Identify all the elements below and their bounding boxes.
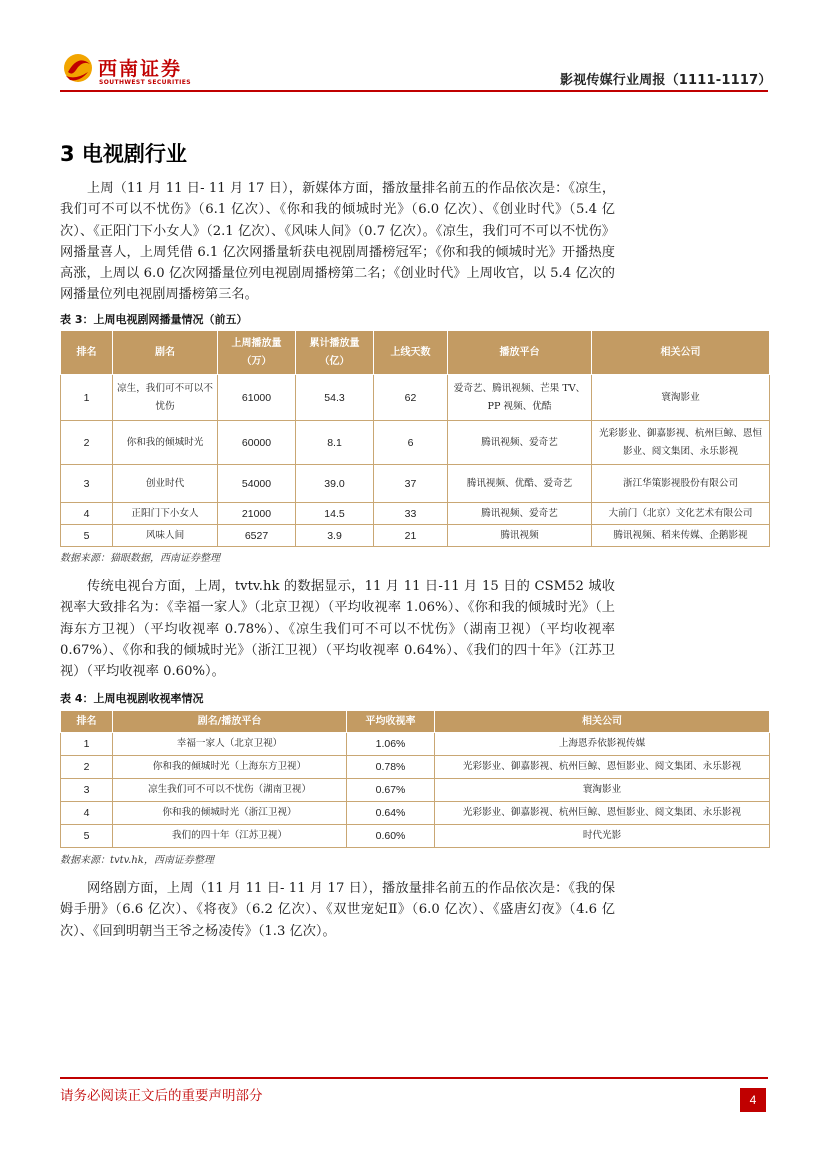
- title-channel-cell: 你和我的倾城时光（上海东方卫视）: [113, 756, 347, 779]
- weekly-plays-cell: 6527: [218, 525, 296, 547]
- table-row: [61, 779, 770, 802]
- company-logo: [62, 50, 212, 90]
- weekly-plays-cell: 61000: [218, 375, 296, 421]
- platform-cell: 腾讯视频、爱奇艺: [448, 421, 592, 465]
- table3-source: 数据来源：猫眼数据，西南证券整理: [60, 553, 220, 564]
- title-cell: 正阳门下小女人: [113, 503, 218, 525]
- weekly-plays-cell: 54000: [218, 465, 296, 503]
- platform-cell: 腾讯视频、优酷、爱奇艺: [448, 465, 592, 503]
- company-cell: 腾讯视频、稻来传媒、企鹅影视: [592, 525, 770, 547]
- rank-cell: 2: [61, 421, 113, 465]
- paragraph-new-media: 上周（11 月 11 日- 11 月 17 日），新媒体方面，播放量排名前五的作品依次是：《凉生，我们可不可以不忧伤》（6.1 亿次）、《你和我的倾城时光》（6.0 亿次）、《创业时代》（5.4 亿次）、《正阳门下小女人》（2.1 亿次）、《风味人间》（0.7 亿次）。《凉生，我们可不可以不忧伤》网播量喜人，上周凭借 6.1 亿次网播量斩获电视剧周播榜冠军；《你和我的倾城时光》开播热度高涨，上周以 6.0 亿次网播量位列电视剧周播榜第二名；《创业时代》上周收官，以 5.4 亿次的网播量位列电视剧周播榜第三名。: [60, 181, 615, 303]
- table-row: [61, 465, 770, 503]
- rank-cell: 5: [61, 525, 113, 547]
- total-plays-cell: 14.5: [296, 503, 374, 525]
- table-header-row: [61, 711, 770, 733]
- column-header: 排名: [61, 331, 113, 375]
- column-header: 排名: [61, 711, 113, 733]
- title-cell: 创业时代: [113, 465, 218, 503]
- rating-cell: 0.67%: [347, 779, 435, 802]
- rank-cell: 5: [61, 825, 113, 848]
- company-cell: 时代光影: [435, 825, 770, 848]
- rating-cell: 1.06%: [347, 733, 435, 756]
- company-cell: 寰淘影业: [592, 375, 770, 421]
- company-cell: 光彩影业、御嘉影视、杭州巨鲸、恩恒影业、阅文集团、永乐影视: [592, 421, 770, 465]
- report-title: 影视传媒行业周报（1111-1117）: [560, 73, 772, 88]
- table-row: [61, 756, 770, 779]
- total-plays-cell: 8.1: [296, 421, 374, 465]
- total-plays-cell: 3.9: [296, 525, 374, 547]
- total-plays-cell: 54.3: [296, 375, 374, 421]
- rating-cell: 0.64%: [347, 802, 435, 825]
- column-header: 剧名: [113, 331, 218, 375]
- weekly-plays-cell: 21000: [218, 503, 296, 525]
- column-header: 上周播放量（万）: [218, 331, 296, 375]
- table-row: [61, 375, 770, 421]
- title-channel-cell: 幸福一家人（北京卫视）: [113, 733, 347, 756]
- paragraph-web-series: 网络剧方面，上周（11 月 11 日- 11 月 17 日），播放量排名前五的作品依次是：《我的保姆手册》（6.6 亿次）、《将夜》（6.2 亿次）、《双世宠妃Ⅱ》（6.0 亿次）、《盛唐幻夜》（4.6 亿次）、《回到明朝当王爷之杨凌传》（1.3 亿次）。: [60, 881, 615, 939]
- column-header: 相关公司: [592, 331, 770, 375]
- days-online-cell: 6: [374, 421, 448, 465]
- footer-divider: [60, 1077, 768, 1079]
- table4-caption: 表 4：上周电视剧收视率情况: [60, 692, 204, 705]
- rank-cell: 3: [61, 779, 113, 802]
- table4-source: 数据来源：tvtv.hk，西南证券整理: [60, 855, 214, 866]
- platform-cell: 腾讯视频: [448, 525, 592, 547]
- section-heading: 3 电视剧行业: [60, 142, 187, 166]
- rank-cell: 1: [61, 375, 113, 421]
- company-cell: 光彩影业、御嘉影视、杭州巨鲸、恩恒影业、阅文集团、永乐影视: [435, 802, 770, 825]
- rank-cell: 1: [61, 733, 113, 756]
- title-channel-cell: 凉生我们可不可以不忧伤（湖南卫视）: [113, 779, 347, 802]
- table-header-row: [61, 331, 770, 375]
- company-cell: 大前门（北京）文化艺术有限公司: [592, 503, 770, 525]
- table3-caption: 表 3：上周电视剧网播量情况（前五）: [60, 313, 248, 326]
- title-cell: 风味人间: [113, 525, 218, 547]
- days-online-cell: 37: [374, 465, 448, 503]
- company-cell: 浙江华策影视股份有限公司: [592, 465, 770, 503]
- rank-cell: 3: [61, 465, 113, 503]
- total-plays-cell: 39.0: [296, 465, 374, 503]
- title-cell: 你和我的倾城时光: [113, 421, 218, 465]
- column-header: 相关公司: [435, 711, 770, 733]
- column-header: 剧名/播放平台: [113, 711, 347, 733]
- company-cell: 寰淘影业: [435, 779, 770, 802]
- column-header: 平均收视率: [347, 711, 435, 733]
- platform-cell: 爱奇艺、腾讯视频、芒果 TV、PP 视频、优酷: [448, 375, 592, 421]
- days-online-cell: 21: [374, 525, 448, 547]
- days-online-cell: 33: [374, 503, 448, 525]
- table-row: [61, 503, 770, 525]
- table3-web-plays: [60, 330, 770, 547]
- table-row: [61, 802, 770, 825]
- table-row: [61, 733, 770, 756]
- company-cell: 上海恩乔依影视传媒: [435, 733, 770, 756]
- weekly-plays-cell: 60000: [218, 421, 296, 465]
- title-cell: 凉生，我们可不可以不忧伤: [113, 375, 218, 421]
- title-channel-cell: 我们的四十年（江苏卫视）: [113, 825, 347, 848]
- days-online-cell: 62: [374, 375, 448, 421]
- page-number: 4: [740, 1088, 766, 1112]
- logo-subtext: SOUTHWEST SECURITIES: [99, 79, 191, 86]
- rating-cell: 0.60%: [347, 825, 435, 848]
- rank-cell: 4: [61, 802, 113, 825]
- footer-disclaimer: 请务必阅读正文后的重要声明部分: [60, 1088, 263, 1104]
- table-row: [61, 421, 770, 465]
- rank-cell: 4: [61, 503, 113, 525]
- paragraph-tv-ratings: 传统电视台方面，上周，tvtv.hk 的数据显示，11 月 11 日-11 月 15 日的 CSM52 城收视率大致排名为：《幸福一家人》（北京卫视）（平均收视率 1.06%）、《你和我的倾城时光》（上海东方卫视）（平均收视率 0.78%）、《凉生我们可不可以不忧伤》（湖南卫视）（平均收视率 0.67%）、《你和我的倾城时光》（浙江卫视）（平均收视率 0.64%）、《我们的四十年》（江苏卫视）（平均收视率 0.60%）。: [60, 579, 615, 680]
- logo-text: 西南证券: [98, 58, 183, 80]
- title-channel-cell: 你和我的倾城时光（浙江卫视）: [113, 802, 347, 825]
- column-header: 上线天数: [374, 331, 448, 375]
- rating-cell: 0.78%: [347, 756, 435, 779]
- platform-cell: 腾讯视频、爱奇艺: [448, 503, 592, 525]
- column-header: 累计播放量（亿）: [296, 331, 374, 375]
- table-row: [61, 825, 770, 848]
- header-divider: [60, 90, 768, 92]
- company-cell: 光彩影业、御嘉影视、杭州巨鲸、恩恒影业、阅文集团、永乐影视: [435, 756, 770, 779]
- table4-tv-ratings: [60, 710, 770, 848]
- column-header: 播放平台: [448, 331, 592, 375]
- table-row: [61, 525, 770, 547]
- rank-cell: 2: [61, 756, 113, 779]
